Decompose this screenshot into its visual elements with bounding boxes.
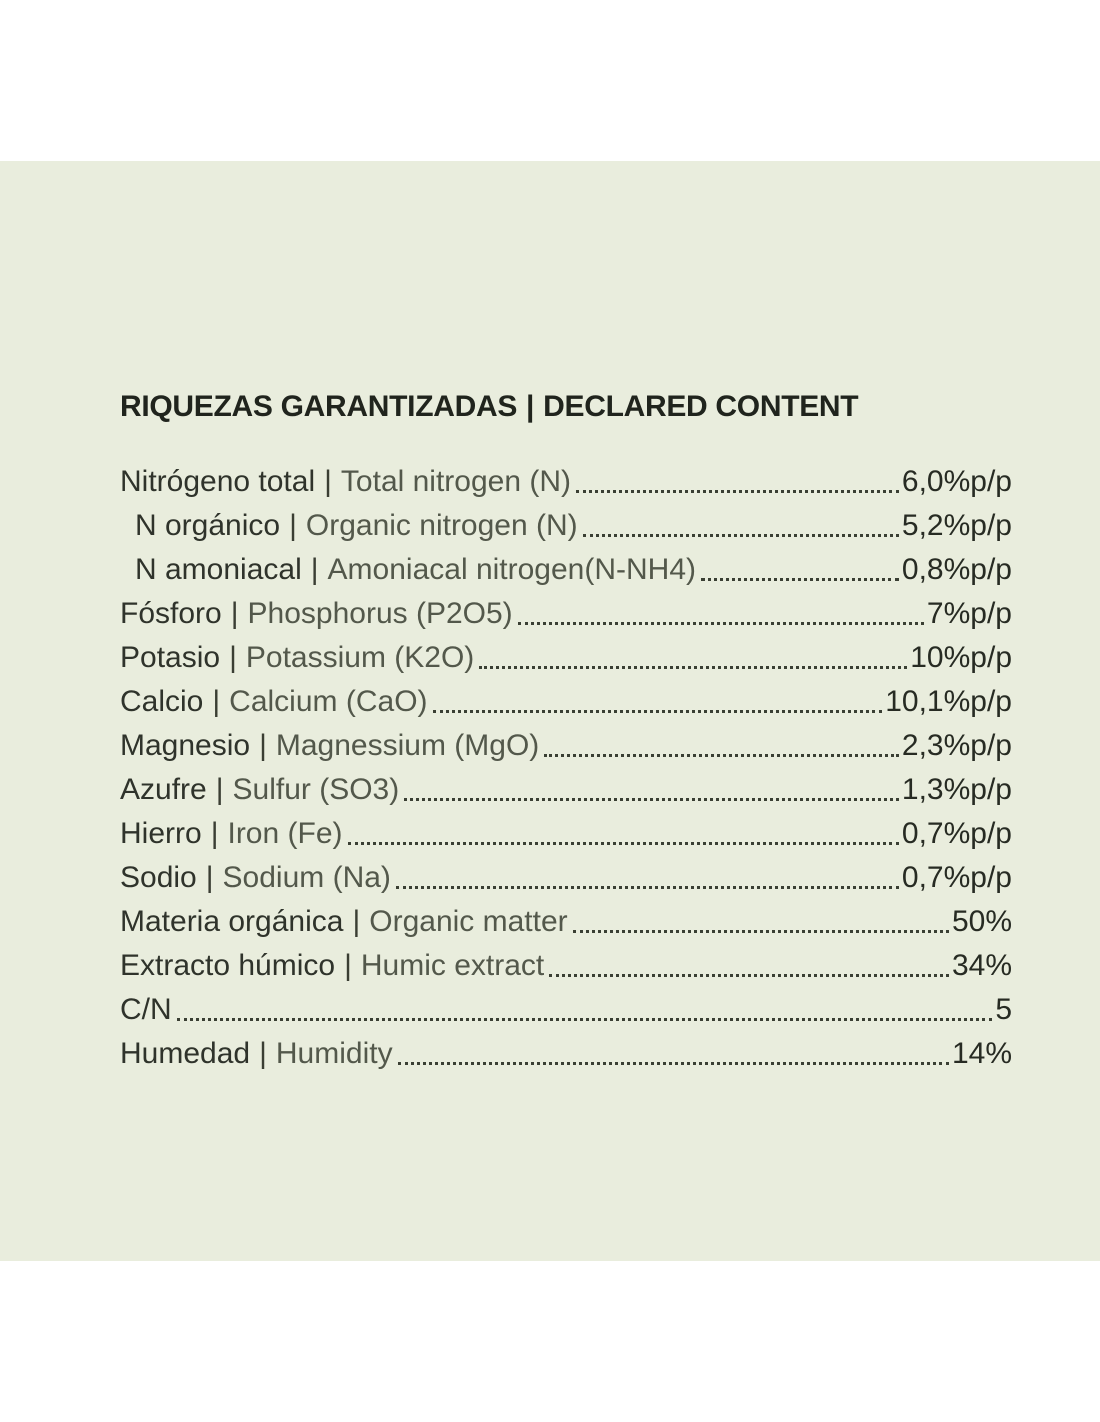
nutrient-value: 10%p/p	[910, 641, 1012, 674]
nutrient-name-spanish: Azufre	[120, 773, 207, 806]
dotted-leader	[544, 754, 899, 757]
dotted-leader	[404, 798, 899, 801]
section-title	[120, 390, 1012, 424]
title-separator: |	[526, 390, 535, 423]
nutrient-value: 10,1%p/p	[885, 685, 1012, 718]
nutrient-row	[120, 504, 1012, 548]
nutrient-name-spanish: C/N	[120, 993, 172, 1026]
dotted-leader	[177, 1018, 993, 1021]
nutrient-name-english: Potassium (K2O)	[245, 641, 475, 674]
pipe-separator: |	[324, 465, 332, 498]
nutrient-value: 5,2%p/p	[901, 509, 1012, 542]
nutrient-name-english: Phosphorus (P2O5)	[247, 597, 513, 630]
nutrient-row	[120, 460, 1012, 504]
dotted-leader	[549, 974, 949, 977]
nutrient-name-spanish: Nitrógeno total	[120, 465, 316, 498]
nutrient-value: 34%	[951, 949, 1012, 982]
nutrient-value: 7%p/p	[926, 597, 1012, 630]
nutrient-name-english: Calcium (CaO)	[229, 685, 428, 718]
nutrient-value: 14%	[951, 1037, 1012, 1070]
pipe-separator: |	[352, 905, 361, 938]
nutrient-name-english: Total nitrogen (N)	[340, 465, 572, 498]
nutrient-value: 2,3%p/p	[901, 729, 1012, 762]
nutrient-value: 0,7%p/p	[901, 817, 1012, 850]
pipe-separator: |	[210, 817, 219, 850]
dotted-leader	[701, 578, 899, 581]
dotted-leader	[348, 842, 899, 845]
dotted-leader	[518, 622, 924, 625]
nutrient-value: 0,7%p/p	[901, 861, 1012, 894]
nutrient-value: 0,8%p/p	[901, 553, 1012, 586]
nutrient-row	[120, 680, 1012, 724]
pipe-separator: |	[344, 949, 352, 982]
nutrient-value: 50%	[951, 905, 1012, 938]
nutrient-name-english: Humic extract	[360, 949, 545, 982]
nutrient-row	[120, 988, 1012, 1032]
title-english: DECLARED CONTENT	[543, 390, 859, 423]
nutrient-name-spanish: Materia orgánica	[120, 905, 344, 938]
dotted-leader	[396, 886, 899, 889]
pipe-separator: |	[310, 553, 319, 586]
nutrient-value: 5	[995, 993, 1012, 1026]
dotted-leader	[573, 930, 949, 933]
nutrient-name-spanish: Humedad	[120, 1037, 251, 1070]
pipe-separator: |	[205, 861, 214, 894]
nutrient-row	[120, 548, 1012, 592]
title-spanish: RIQUEZAS GARANTIZADAS	[120, 390, 518, 423]
pipe-separator: |	[230, 597, 239, 630]
nutrient-name-spanish: Hierro	[120, 817, 202, 850]
pipe-separator: |	[289, 509, 297, 542]
nutrient-name-spanish: Calcio	[120, 685, 204, 718]
nutrient-value: 1,3%p/p	[901, 773, 1012, 806]
nutrient-row	[120, 636, 1012, 680]
nutrient-row	[120, 856, 1012, 900]
dotted-leader	[433, 710, 883, 713]
dotted-leader	[398, 1062, 949, 1065]
pipe-separator: |	[212, 685, 221, 718]
nutrient-value: 6,0%p/p	[901, 465, 1012, 498]
nutrient-row	[120, 944, 1012, 988]
nutrient-row	[120, 812, 1012, 856]
nutrient-name-english: Amoniacal nitrogen(N-NH4)	[327, 553, 697, 586]
nutrient-name-english: Organic nitrogen (N)	[305, 509, 578, 542]
nutrient-name-english: Humidity	[275, 1037, 393, 1070]
pipe-separator: |	[259, 729, 267, 762]
nutrient-name-english: Organic matter	[369, 905, 568, 938]
nutrient-name-spanish: N amoniacal	[135, 553, 302, 586]
nutrient-name-english: Sodium (Na)	[222, 861, 391, 894]
nutrient-name-spanish: Extracto húmico	[120, 949, 336, 982]
nutrient-name-spanish: Potasio	[120, 641, 221, 674]
pipe-separator: |	[229, 641, 237, 674]
pipe-separator: |	[215, 773, 224, 806]
dotted-leader	[583, 534, 899, 537]
nutrient-row	[120, 900, 1012, 944]
dotted-leader	[576, 490, 899, 493]
nutrient-name-english: Sulfur (SO3)	[232, 773, 400, 806]
label-content	[0, 161, 1100, 1076]
nutrient-name-spanish: Magnesio	[120, 729, 251, 762]
nutrient-row	[120, 724, 1012, 768]
nutrient-name-spanish: N orgánico	[135, 509, 281, 542]
nutrient-name-spanish: Fósforo	[120, 597, 222, 630]
nutrient-row	[120, 1032, 1012, 1076]
nutrient-name-english: Magnessium (MgO)	[275, 729, 540, 762]
label-background-panel	[0, 161, 1100, 1261]
nutrient-table	[120, 460, 1012, 1076]
nutrient-name-spanish: Sodio	[120, 861, 197, 894]
nutrient-name-english: Iron (Fe)	[227, 817, 343, 850]
dotted-leader	[479, 666, 907, 669]
nutrient-row	[120, 768, 1012, 812]
pipe-separator: |	[259, 1037, 267, 1070]
nutrient-row	[120, 592, 1012, 636]
